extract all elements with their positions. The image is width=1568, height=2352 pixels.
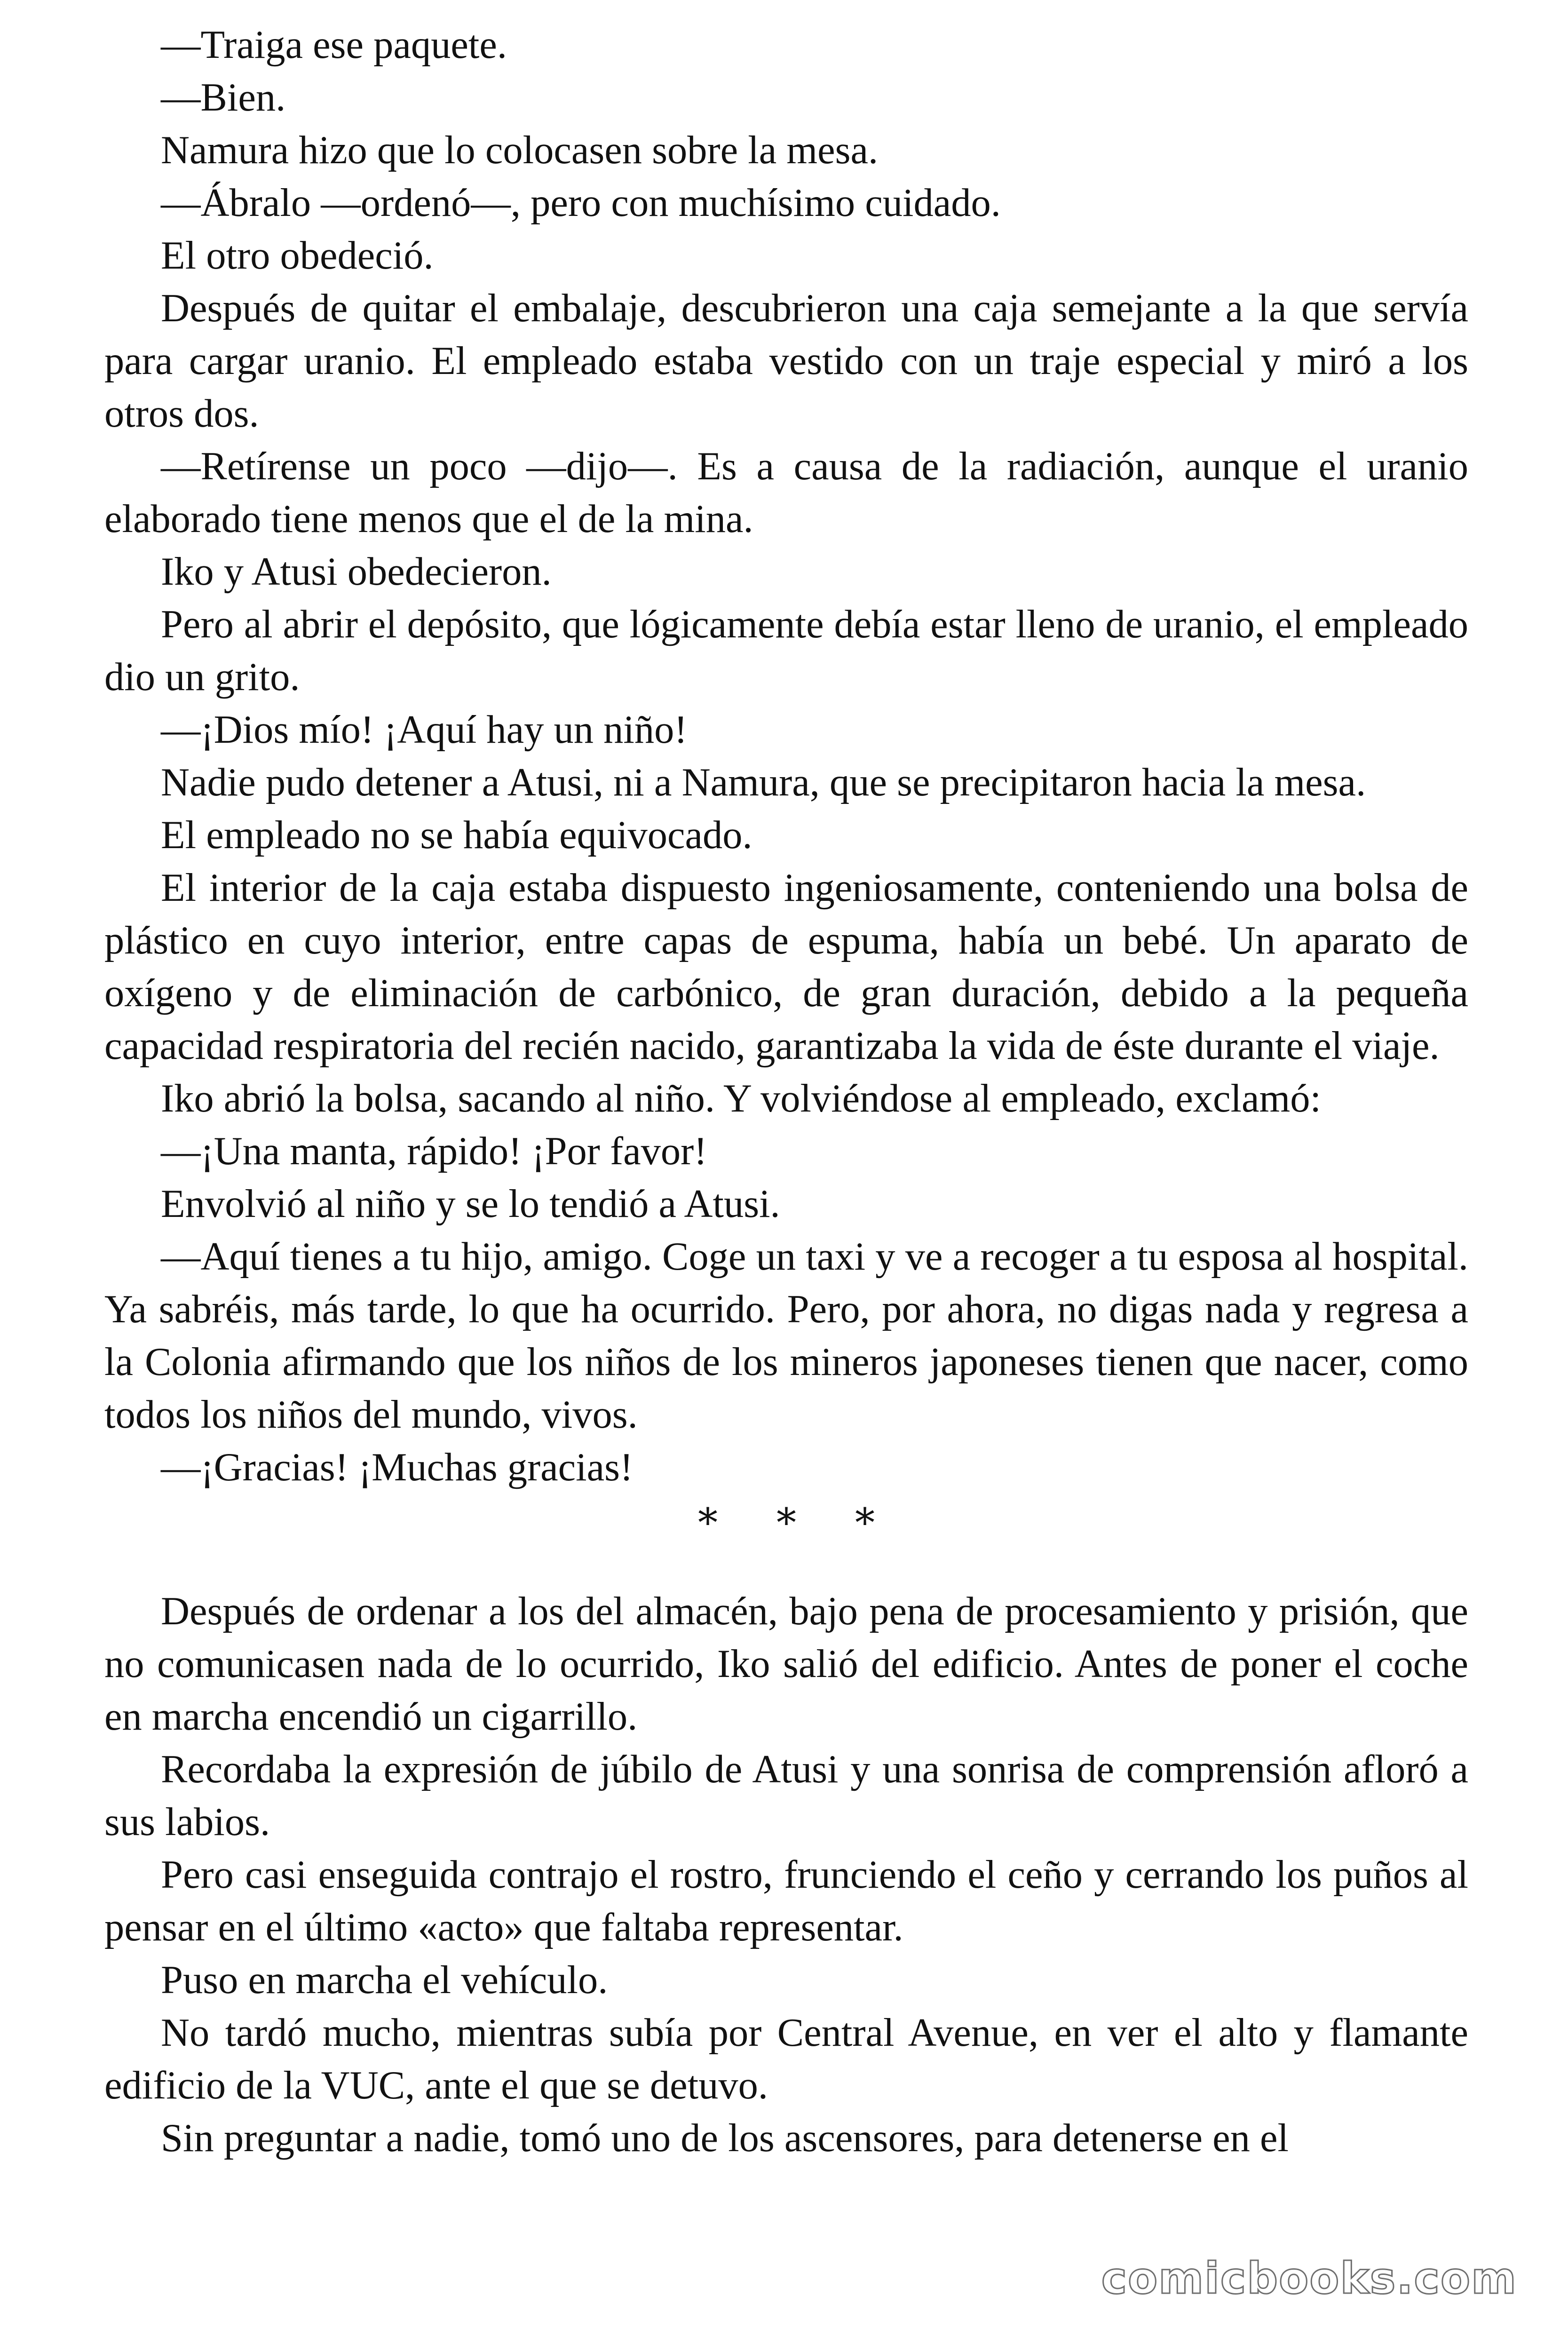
watermark: comicbooks.com [1101,2253,1517,2304]
paragraph: —¡Una manta, rápido! ¡Por favor! [161,1129,707,1173]
paragraph: —¡Dios mío! ¡Aquí hay un niño! [161,708,688,752]
paragraph: Iko abrió la bolsa, sacando al niño. Y volviéndose al empleado, exclamó: [161,1077,1321,1120]
separator-asterisk: * [776,1500,796,1546]
separator-asterisk: * [698,1500,718,1546]
separator-asterisk: * [855,1500,875,1546]
paragraph: Iko y Atusi obedecieron. [161,550,552,594]
paragraph: No tardó mucho, mientras subía por Central Avenue, en ver el alto y flamante edificio de la VUC, ante el que se detuvo. [104,2011,1468,2107]
book-page [104,19,1468,2165]
paragraph: —Traiga ese paquete. [161,23,507,67]
paragraph: El otro obedeció. [161,234,434,278]
paragraph: Pero al abrir el depósito, que lógicamente debía estar lleno de uranio, el empleado dio un grito. [104,603,1468,699]
paragraph: El empleado no se había equivocado. [161,813,752,857]
paragraph: Nadie pudo detener a Atusi, ni a Namura, que se precipitaron hacia la mesa. [161,761,1366,804]
paragraph: El interior de la caja estaba dispuesto ingeniosamente, conteniendo una bolsa de plástico en cuyo interior, entre capas de espuma, había un bebé. Un aparato de oxígeno y de eliminación de carbónico, de gran duración, debido a la pequeña capacidad respiratoria del recién nacido, garantizaba la vida de éste durante el viaje. [104,866,1468,1068]
paragraph: —Aquí tienes a tu hijo, amigo. Coge un taxi y ve a recoger a tu esposa al hospital. Ya sabréis, más tarde, lo que ha ocurrido. Pero, por ahora, no digas nada y regresa a la Colonia afirmando que los niños de los mineros japoneses tienen que nacer, como todos los niños del mundo, vivos. [104,1235,1468,1437]
paragraph: —Ábralo —ordenó—, pero con muchísimo cuidado. [161,181,1001,225]
section-separator [104,1496,1468,1549]
paragraph: —Retírense un poco —dijo—. Es a causa de la radiación, aunque el uranio elaborado tiene menos que el de la mina. [104,445,1468,541]
paragraph: Después de quitar el embalaje, descubrieron una caja semejante a la que servía para cargar uranio. El empleado estaba vestido con un traje especial y miró a los otros dos. [104,286,1468,436]
paragraph: Sin preguntar a nadie, tomó uno de los ascensores, para detenerse en el [161,2116,1289,2160]
paragraph: Envolvió al niño y se lo tendió a Atusi. [161,1182,780,1226]
paragraph: —Bien. [161,76,286,119]
paragraph: Recordaba la expresión de júbilo de Atusi y una sonrisa de comprensión afloró a sus labios. [104,1748,1468,1844]
paragraph: —¡Gracias! ¡Muchas gracias! [161,1446,634,1489]
paragraph: Después de ordenar a los del almacén, bajo pena de procesamiento y prisión, que no comunicasen nada de lo ocurrido, Iko salió del edificio. Antes de poner el coche en marcha encendió un cigarrillo. [104,1589,1468,1739]
paragraph: Pero casi enseguida contrajo el rostro, frunciendo el ceño y cerrando los puños al pensar en el último «acto» que faltaba representar. [104,1853,1468,1949]
paragraph: Namura hizo que lo colocasen sobre la mesa. [161,128,879,172]
paragraph: Puso en marcha el vehículo. [161,1958,608,2002]
